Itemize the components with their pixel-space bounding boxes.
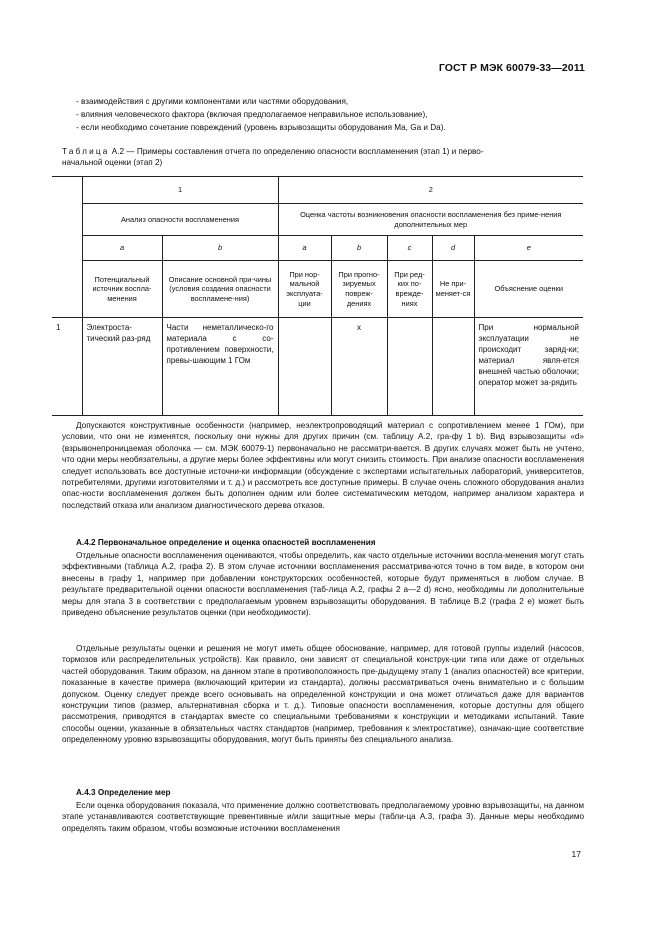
section-heading: А.4.3 Определение мер [76, 788, 171, 797]
group-title-analysis: Анализ опасности воспламенения [82, 204, 278, 236]
column-letter: b [162, 236, 278, 261]
row-number-header [52, 177, 82, 318]
column-letter: c [387, 236, 432, 261]
column-letter: d [432, 236, 474, 261]
table-caption-title: А.2 — Примеры составления отчета по определению опасности воспламенения (этап 1) и перво- [111, 147, 484, 156]
bullet-item: - если необходимо сочетание повреждений (уровень взрывозащиты оборудования Ma, Ga и Da). [76, 123, 446, 132]
column-number-2: 2 [278, 177, 583, 204]
subheader-normal-operation: При нор-мальной эксплуата-ции [278, 261, 331, 318]
subheader-ignition-source: Потенциальный источник воспла-менения [82, 261, 162, 318]
ignition-hazard-table [52, 176, 583, 416]
column-letter: e [474, 236, 583, 261]
subheader-cause: Описание основной при-чины (условия создания опасности воспламене-ния) [162, 261, 278, 318]
subheader-foreseeable-faults: При прогно-зируемых повреж-дениях [331, 261, 387, 318]
bullet-item: - влияния человеческого фактора (включая предполагаемое неправильное использование), [76, 110, 428, 119]
document-code: ГОСТ Р МЭК 60079-33—2011 [438, 62, 585, 74]
paragraph: Если оценка оборудования показала, что применение должно соответствовать предполагаемому уровню взрывозащиты, на данном этапе устанавливаются соответствующие превентивные и/или защитные меры (табли-ца А.3, графа 3). Данные меры необходимо определять таким образом, чтобы возможные источники воспламенения [62, 801, 584, 833]
page-number: 17 [571, 849, 581, 859]
cell-foreseeable-faults: x [331, 318, 387, 416]
paragraph: Отдельные результаты оценки и решения не могут иметь общее обоснование, например, для готовой группы изделий (насосов, тормозов или распределительных устройств). Как правило, они зависят от специальной конструк-ции типа или даже от отдельных частей оборудования. Таким образом, на данном этапе в противоположность пре-дыдущему этапу 1 (анализ опасностей) все критерии, показанные в качестве примера (включающий критерии из стандарта), должны рассматриваться очень внимательно и с большим допуском. Оценку следует прежде всего основывать на определенной конструкции и она может отличаться даже для вариантов конструкции типов (размер, альтернативная сборка и т. д.). Типовые опасности воспламенения, которые доступны для общего рассмотрения, приводятся в стандартах вместе со специальными требованиями к конструкции и методиками испытаний. Такие способы оценки, указанные в обязательных частях стандартов (например, требования к электростатике), означаю-щие соответствие определенному уровню взрывозащиты оборудования, могут быть приняты без специального анализа. [62, 644, 584, 745]
bullet-item: - взаимодействия с другими компонентами или частями оборудования, [76, 97, 349, 106]
cell-rare-faults [387, 318, 432, 416]
section-heading: А.4.2 Первоначальное определение и оценка опасностей воспламенения [76, 538, 376, 547]
cell-not-applicable [432, 318, 474, 416]
group-title-frequency: Оценка частоты возникновения опасности воспламенения без приме-нения дополнительных мер [278, 204, 583, 236]
subheader-not-applicable: Не при-меняет-ся [432, 261, 474, 318]
column-number-1: 1 [82, 177, 278, 204]
table-caption-title-continued: начальной оценки (этап 2) [62, 158, 163, 168]
cell-normal-operation [278, 318, 331, 416]
column-letter: a [278, 236, 331, 261]
subheader-rare-faults: При ред-ких по-врежде-ниях [387, 261, 432, 318]
cell-explanation: При нормальной эксплуатации не происходит заряд-ки; материал явля-ется внешней частью оболочки; оператор может за-рядить [474, 318, 583, 416]
subheader-explanation: Объяснение оценки [474, 261, 583, 318]
paragraph: Отдельные опасности воспламенения оцениваются, чтобы определить, как часто отдельные источники воспла-менения могут стать эффективными (таблица А.2, графа 2). В этом случае источники воспламенения рассматрива-ются точно в том виде, в котором они внесены в графу 1, например при добавлении конструкторских особенностей, которые будут применяться в любом случае. В результате предварительной оценки опасности воспламенения (таб-лица А.2, графы 2 a—2 d) ясно, необходимы ли дополнительные меры для этапа 3 в соответствии с предполагаемым уровнем взрывозащиты оборудования. В таблице В.2 (графа 2 e) может быть приведено объяснение результатов оценки (при необходимости). [62, 551, 584, 618]
column-letter: b [331, 236, 387, 261]
table-caption-prefix: Таблица [62, 147, 110, 156]
cell-ignition-source: Электроста-тический раз-ряд [82, 318, 162, 416]
row-number: 1 [52, 318, 82, 416]
table-caption [62, 146, 598, 169]
column-letter: a [82, 236, 162, 261]
paragraph: Допускаются конструктивные особенности (например, неэлектропроводящий материал с сопротивлением менее 1 ГОм), при условии, что они не изменятся, поскольку они нужны для других причин (см. таблицу А.2, гра-фу 1 b). Вид взрывозащиты «d» (взрывонепроницаемая оболочка — см. МЭК 60079-1) первоначально не рассматри-вается. В других случаях может быть не учтено, что одни меры необязательны, а другие меры более эффективны или могут снизить стоимость. При анализе опасности воспламенения следует использовать все доступные источни-ки информации (обсуждение с экспертами испытательных лабораторий, университетов, потребителями, другими изготовителями и т. д.) и рассмотреть все доступные примеры. В случае очень сложного оборудования анализ опас-ности воспламенения должен быть дополнен одним или более систематическим методом, например анализом характера и последствий отказа или анализом диагностического дерева отказов. [62, 421, 584, 510]
cell-cause: Части неметаллическо-го материала с со-противлением поверхности, превы-шающим 1 ГОм [162, 318, 278, 416]
